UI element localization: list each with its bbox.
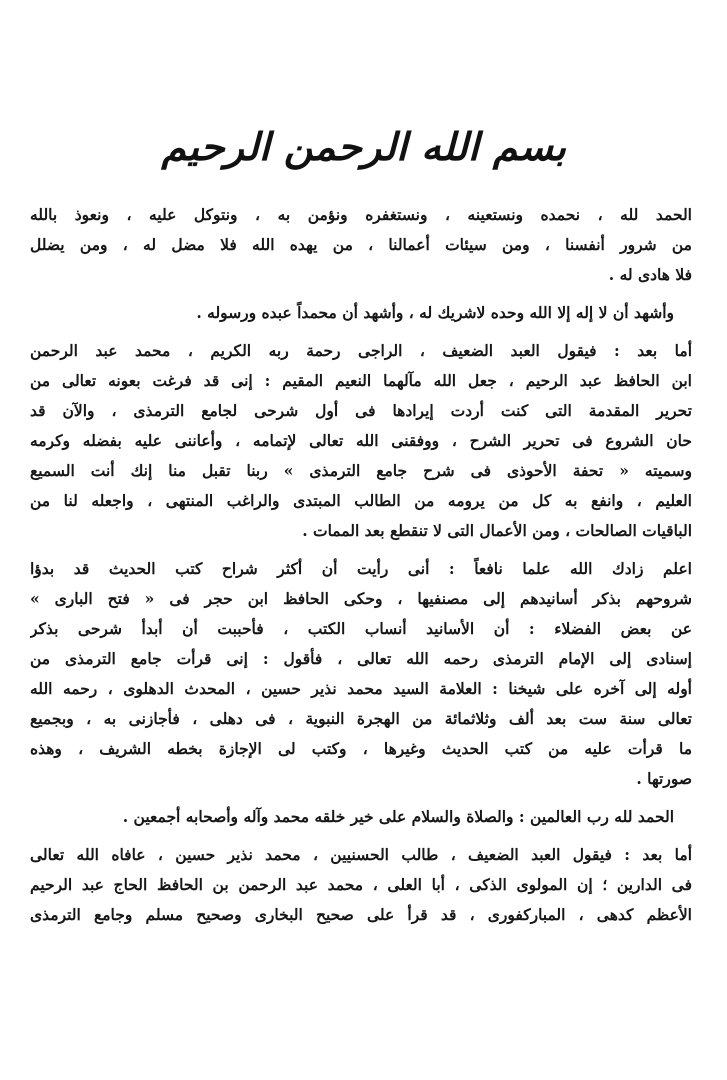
text-line: الأعظم كدهى ، المباركفورى ، قد قرأ على صحيح البخارى وصحيح مسلم وجامع الترمذى xyxy=(30,905,692,924)
text-line: أوله إلى آخره على شيخنا : العلامة السيد محمد نذير حسين ، المحدث الدهلوى ، رحمه الله xyxy=(30,679,692,698)
text-line: شروحهم بذكر أسانيدهم إلى مصنفيها ، وحكى الحافظ ابن حجر فى « فتح البارى » xyxy=(30,589,692,608)
text-line: أما بعد : فيقول العبد الضعيف ، طالب الحسنيين ، محمد نذير حسين ، عافاه الله تعالى xyxy=(30,845,692,864)
text-line: الحمد لله ، نحمده ونستعينه ، ونستغفره ونؤمن به ، ونتوكل عليه ، ونعوذ بالله xyxy=(30,205,692,224)
text-line: تحرير المقدمة التى كنت أردت إيرادها فى أول شرحى لجامع الترمذى ، والآن قد xyxy=(30,401,692,420)
text-line: فلا هادى له . xyxy=(608,265,692,284)
text-line: إسنادى إلى الإمام الترمذى رحمه الله تعالى ، فأقول : إنى قرأت جامع الترمذى من xyxy=(30,649,692,668)
text-line: ما قرأت عليه من كتب الحديث وغيرها ، وكتب لى الإجازة بخطه الشريف ، وهذه xyxy=(30,739,692,758)
text-line: تعالى سنة ست بعد ألف وثلاثمائة من الهجرة النبوية ، فى دهلى ، فأجازنى به ، وبجميع xyxy=(30,709,692,728)
text-line: فى الدارين ؛ إن المولوى الذكى ، أبا العلى ، محمد عبد الرحمن بن الحافظ الحاج عبد الرحيم xyxy=(30,875,692,894)
text-line: من شرور أنفسنا ، ومن سيئات أعمالنا ، من يهده الله فلا مضل له ، ومن يضلل xyxy=(30,235,692,254)
basmala-heading xyxy=(0,112,727,182)
text-line: الحمد لله رب العالمين : والصلاة والسلام على خير خلقه محمد وآله وأصحابه أجمعين . xyxy=(122,807,674,826)
text-line: صورتها . xyxy=(636,769,692,788)
text-line: حان الشروع فى تحرير الشرح ، ووفقنى الله تعالى لإتمامه ، وأعاننى عليه بفضله وكرمه xyxy=(30,431,692,450)
text-line: اعلم زادك الله علما نافعاً : أنى رأيت أن أكثر شراح كتب الحديث قد بدؤا xyxy=(30,559,692,578)
text-line: وسميته « تحفة الأحوذى فى شرح جامع الترمذى » ربنا تقبل منا إنك أنت السميع xyxy=(30,461,692,480)
text-line: العليم ، وانفع به كل من يرومه من الطالب المبتدى والراغب المنتهى ، واجعله لنا من xyxy=(30,491,692,510)
text-line: ابن الحافظ عبد الرحيم ، جعل الله مآلهما النعيم المقيم : إنى قد فرغت بعونه تعالى من xyxy=(30,371,692,390)
text-line: وأشهد أن لا إله إلا الله وحده لاشريك له ، وأشهد أن محمداً عبده ورسوله . xyxy=(196,303,674,322)
body-text xyxy=(30,200,692,930)
text-line: الباقيات الصالحات ، ومن الأعمال التى لا تنقطع بعد الممات . xyxy=(302,521,692,540)
basmala-text: بسم الله الرحمن الرحيم xyxy=(161,125,566,169)
text-line: أما بعد : فيقول العبد الضعيف ، الراجى رحمة ربه الكريم ، محمد عبد الرحمن xyxy=(30,341,692,360)
text-line: عن بعض الفضلاء : أن الأسانيد أنساب الكتب ، فأحببت أن أبدأ شرحى بذكر xyxy=(30,619,692,638)
